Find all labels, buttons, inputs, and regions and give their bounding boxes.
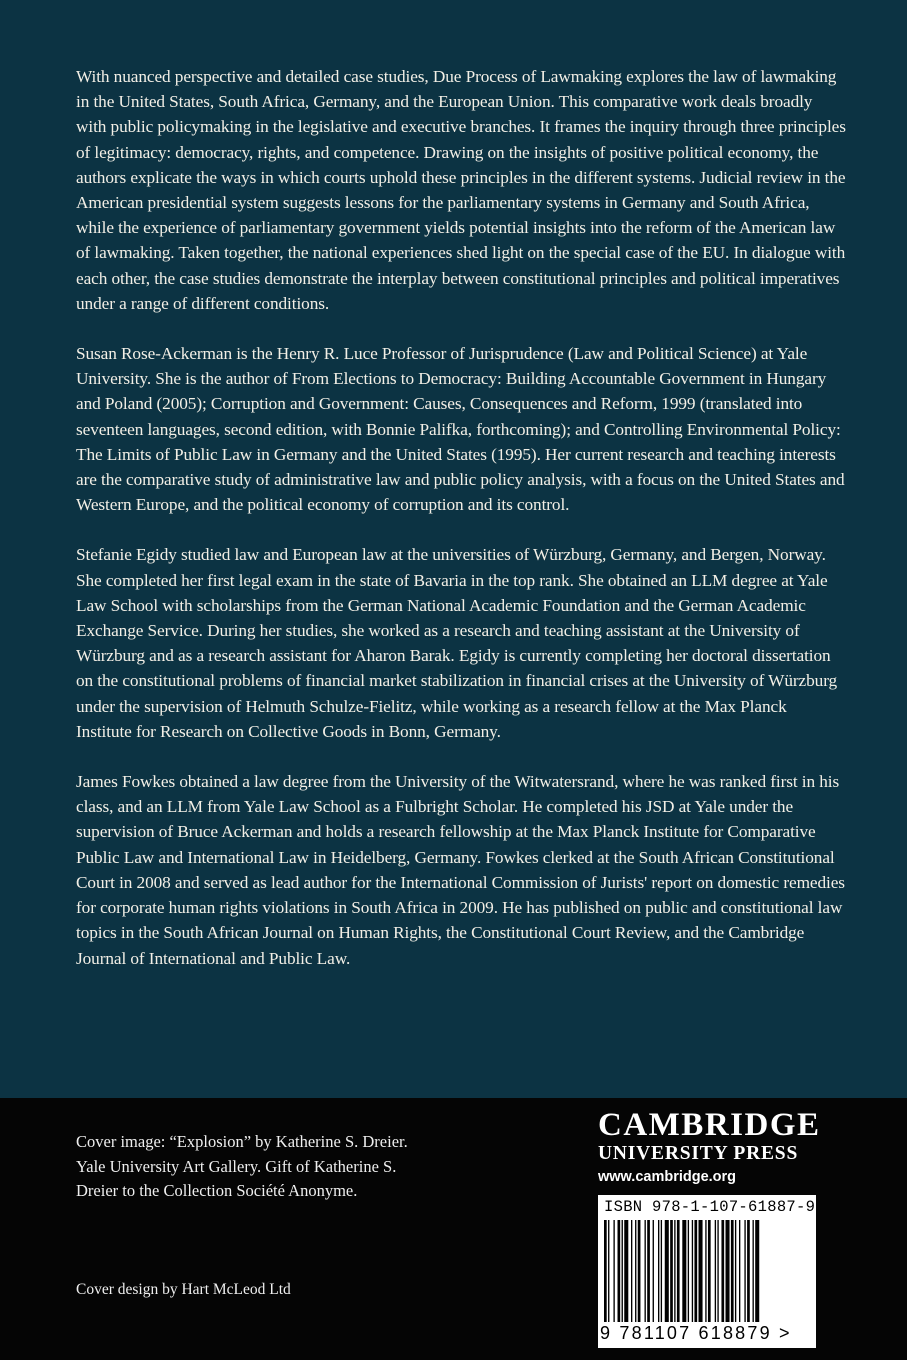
author-bio-egidy: Stefanie Egidy studied law and European law at the universities of Würzburg, Germany, and Bergen, Norway. She completed her first legal exam in the state of Bavaria in the top rank. She obtained an LLM degree at Yale Law School with scholarships from the German National Academic Foundation and the German Academic Exchange Service. During her studies, she worked as a research and teaching assistant at the University of Würzburg and as a research assistant for Aharon Barak. Egidy is currently completing her doctoral dissertation on the constitutional problems of financial market stabilization in financial crises at the University of Würzburg under the supervision of Helmuth Schulze-Fielitz, while working as a research fellow at the Max Planck Institute for Research on Collective Goods in Bonn, Germany. xyxy=(76,545,838,741)
barcode-bar xyxy=(694,1220,697,1322)
publisher-logo xyxy=(598,1107,828,1185)
barcode-bar xyxy=(665,1220,669,1322)
barcode-bar xyxy=(747,1220,750,1322)
barcode-bar xyxy=(608,1220,609,1322)
isbn-barcode xyxy=(598,1195,816,1348)
barcode-bar xyxy=(717,1220,718,1322)
barcode-bar xyxy=(699,1220,703,1322)
barcode-bar xyxy=(744,1220,745,1322)
barcode-bar xyxy=(670,1220,673,1322)
barcode-bar xyxy=(708,1220,711,1322)
barcode-bar xyxy=(755,1220,759,1322)
barcode-bar xyxy=(604,1220,607,1322)
barcode-bar xyxy=(726,1220,730,1322)
barcode-bar xyxy=(682,1220,686,1322)
barcode-bar xyxy=(731,1220,734,1322)
barcode-bar xyxy=(715,1220,716,1322)
barcode-bar xyxy=(624,1220,628,1322)
barcode-bar xyxy=(661,1220,662,1322)
publisher-subtitle: UNIVERSITY PRESS xyxy=(598,1143,799,1164)
barcode-bar xyxy=(653,1220,654,1322)
barcode-bars xyxy=(604,1220,810,1322)
author-bio-rose-ackerman: Susan Rose-Ackerman is the Henry R. Luce Professor of Jurisprudence (Law and Political Science) at Yale University. She is the author of From Elections to Democracy: Building Accountable Government in Hungary and Poland (2005); Corruption and Government: Causes, Consequences and Reform, 1999 (translated into seventeen languages, second edition, with Bonnie Palifka, forthcoming); and Controlling Environmental Policy: The Limits of Public Law in Germany and the United States (1995). Her current research and teaching interests are the comparative study of administrative law and public policy analysis, with a focus on the United States and Western Europe, and the political economy of corruption and its control. xyxy=(76,344,845,515)
barcode-bar xyxy=(692,1220,693,1322)
barcode-bar xyxy=(721,1220,724,1322)
book-description-paragraph: With nuanced perspective and detailed case studies, Due Process of Lawmaking explores the law of lawmaking in the United States, South Africa, Germany, and the European Union. This comparative work deals broadly with public policymaking in the legislative and executive branches. It frames the inquiry through three principles of legitimacy: democracy, rights, and competence. Drawing on the insights of positive political economy, the authors explicate the ways in which courts uphold these principles in the different systems. Judicial review in the American presidential system suggests lessons for the parliamentary systems in Germany and South Africa, while the experience of parliamentary government yields potential insights into the reform of the American law of lawmaking. Taken together, the national experiences shed light on the special case of the EU. In dialogue with each other, the case studies demonstrate the interplay between constitutional principles and political imperatives under a range of different conditions. xyxy=(76,67,846,313)
author-bio-fowkes: James Fowkes obtained a law degree from the University of the Witwatersrand, where he was ranked first in his class, and an LLM from Yale Law School as a Fulbright Scholar. He completed his JSD at Yale under the supervision of Bruce Ackerman and holds a research fellowship at the Max Planck Institute for Comparative Public Law and International Law in Heidelberg, Germany. Fowkes clerked at the South African Constitutional Court in 2008 and served as lead author for the International Commission of Jurists' report on domestic remedies for corporate human rights violations in South Africa in 2009. He has published on public and constitutional law topics in the South African Journal on Human Rights, the Constitutional Court Review, and the Cambridge Journal of International and Public Law. xyxy=(76,772,845,968)
barcode-bar xyxy=(635,1220,636,1322)
barcode-bar xyxy=(705,1220,706,1322)
barcode-bar xyxy=(674,1220,675,1322)
cover-design-credit: Cover design by Hart McLeod Ltd xyxy=(76,1281,291,1298)
isbn-label: ISBN 978-1-107-61887-9 xyxy=(604,1198,816,1216)
barcode-bar xyxy=(753,1220,754,1322)
barcode-bar xyxy=(739,1220,740,1322)
barcode-bar xyxy=(735,1220,736,1322)
barcode-bar xyxy=(618,1220,621,1322)
barcode-bar xyxy=(647,1220,650,1322)
barcode-bar xyxy=(622,1220,623,1322)
barcode-bar xyxy=(688,1220,689,1322)
barcode-bar xyxy=(631,1220,632,1322)
publisher-name: CAMBRIDGE xyxy=(598,1107,821,1143)
publisher-url[interactable]: www.cambridge.org xyxy=(598,1169,737,1185)
description-block xyxy=(76,64,846,996)
barcode-bar xyxy=(645,1220,646,1322)
cover-image-credit: Cover image: “Explosion” by Katherine S. Dreier. Yale University Art Gallery. Gift of Katherine S. Dreier to the Collection Société Anonyme. xyxy=(76,1132,408,1201)
ean-digits: 9 781107 618879 > xyxy=(600,1323,792,1343)
barcode-bar xyxy=(658,1220,659,1322)
barcode-bar xyxy=(638,1220,641,1322)
barcode-bar xyxy=(677,1220,680,1322)
barcode-bar xyxy=(613,1220,614,1322)
